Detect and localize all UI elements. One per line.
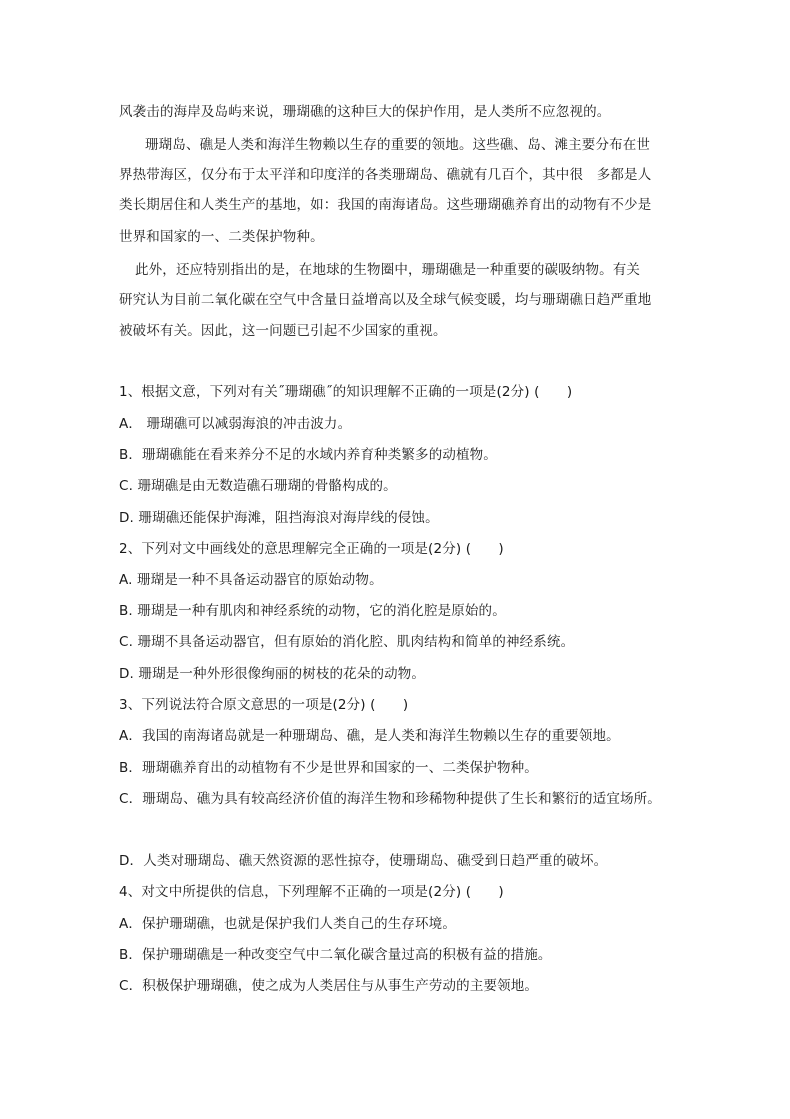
passage-paragraph-2-line-4: 世界和国家的一、二类保护物种。 <box>119 229 324 245</box>
passage-paragraph-3-line-3: 被破坏有关。因此，这一问题已引起不少国家的重视。 <box>119 323 447 339</box>
question-1-option-a: A． 珊瑚礁可以减弱海浪的冲击波力。 <box>119 416 352 432</box>
question-3-option-c: C．珊瑚岛、礁为具有较高经济价值的海洋生物和珍稀物种提供了生长和繁衍的适宜场所。 <box>119 791 661 807</box>
passage-paragraph-2-line-3: 类长期居住和人类生产的基地，如：我国的南海诸岛。这些珊瑚礁养育出的动物有不少是 <box>119 197 652 213</box>
question-3-option-b: B．珊瑚礁养育出的动植物有不少是世界和国家的一、二类保护物种。 <box>119 760 538 776</box>
question-4-option-b: B．保护珊瑚礁是一种改变空气中二氧化碳含量过高的积极有益的措施。 <box>119 947 552 963</box>
question-4-stem: 4、对文中所提供的信息，下列理解不正确的一项是(2分) ( ) <box>119 884 504 900</box>
question-4-option-c: C．积极保护珊瑚礁，使之成为人类居住与从事生产劳动的主要领地。 <box>119 978 539 994</box>
question-2-option-b: B. 珊瑚是一种有肌肉和神经系统的动物，它的消化腔是原始的。 <box>119 603 506 619</box>
question-3-stem: 3、下列说法符合原文意思的一项是(2分) ( ) <box>119 697 409 713</box>
passage-paragraph-3-line-2: 研究认为目前二氧化碳在空气中含量日益增高以及全球气候变暖，均与珊瑚礁日趋严重地 <box>119 292 652 308</box>
question-1-stem: 1、根据文意，下列对有关˝珊瑚礁˝的知识理解不正确的一项是(2分) ( ) <box>119 384 573 400</box>
question-3-option-a: A．我国的南海诸岛就是一种珊瑚岛、礁，是人类和海洋生物赖以生存的重要领地。 <box>119 728 620 744</box>
passage-paragraph-2-line-2: 界热带海区，仅分布于太平洋和印度洋的各类珊瑚岛、礁就有几百个，其中很 多都是人 <box>119 167 652 183</box>
question-2-option-d: D. 珊瑚是一种外形很像绚丽的树枝的花朵的动物。 <box>119 666 426 682</box>
question-4-option-a: A．保护珊瑚礁，也就是保护我们人类自己的生存环境。 <box>119 916 456 932</box>
passage-paragraph-3-line-1: 此外，还应特别指出的是，在地球的生物圈中，珊瑚礁是一种重要的碳吸纳物。有关 <box>135 262 641 278</box>
question-2-option-a: A. 珊瑚是一种不具备运动器官的原始动物。 <box>119 572 383 588</box>
question-1-option-b: B．珊瑚礁能在看来养分不足的水域内养育种类繁多的动植物。 <box>119 447 497 463</box>
passage-paragraph-1-tail: 风袭击的海岸及岛屿来说，珊瑚礁的这种巨大的保护作用，是人类所不应忽视的。 <box>119 104 611 120</box>
question-2-stem: 2、下列对文中画线处的意思理解完全正确的一项是(2分) ( ) <box>119 541 504 557</box>
question-2-option-c: C. 珊瑚不具备运动器官，但有原始的消化腔、肌肉结构和简单的神经系统。 <box>119 634 575 650</box>
question-3-option-d: D．人类对珊瑚岛、礁天然资源的恶性掠夺，使珊瑚岛、礁受到日趋严重的破坏。 <box>119 853 608 869</box>
passage-paragraph-2-line-1: 珊瑚岛、礁是人类和海洋生物赖以生存的重要的领地。这些礁、岛、滩主要分布在世 <box>145 137 651 153</box>
question-1-option-c: C. 珊瑚礁是由无数造礁石珊瑚的骨骼构成的。 <box>119 478 397 494</box>
question-1-option-d: D. 珊瑚礁还能保护海滩，阻挡海浪对海岸线的侵蚀。 <box>119 510 439 526</box>
